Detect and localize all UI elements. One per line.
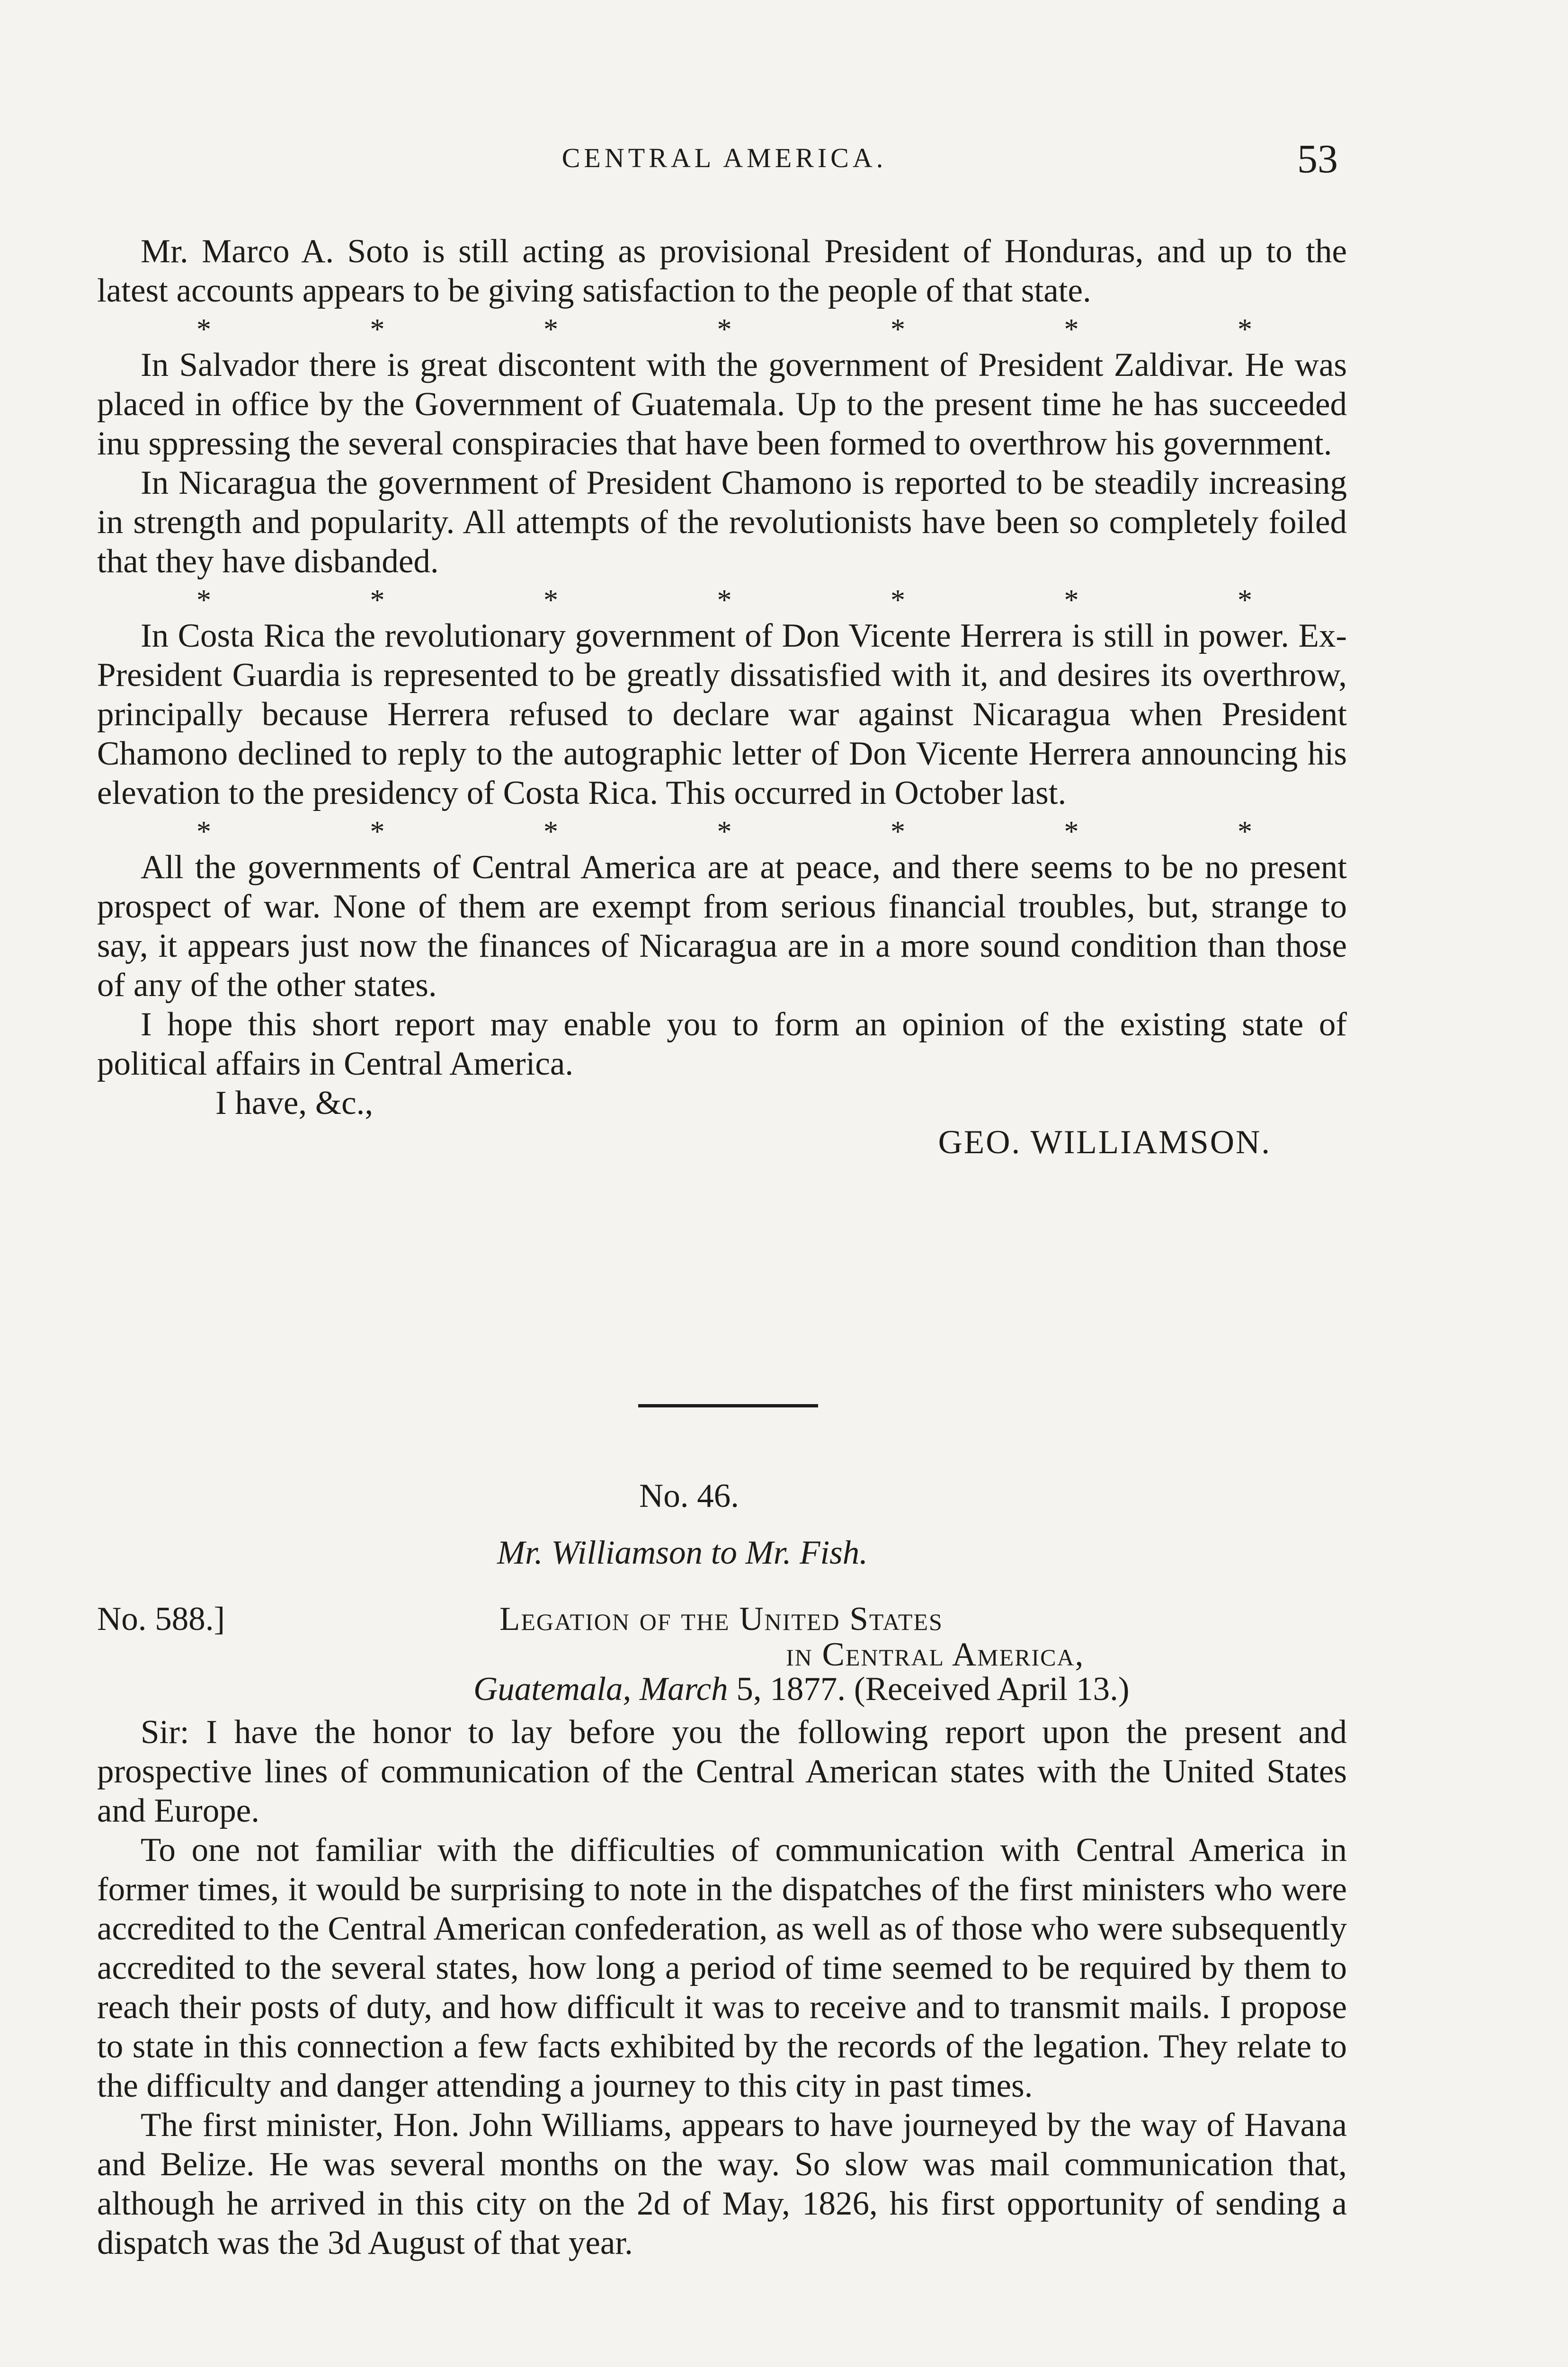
- paragraph-hope: I hope this short report may enable you to form an opinion of the existing state of political affairs in Central America.: [97, 1006, 1347, 1082]
- paragraph-nicaragua: In Nicaragua the government of President Chamono is reported to be steadily increasing in strength and popularity. All attempts of the revolutionists have been so completely foiled that they have disbanded.: [97, 464, 1347, 580]
- star: *: [196, 584, 211, 616]
- star: *: [1064, 313, 1079, 346]
- date-place: Guatemala, March: [473, 1671, 728, 1708]
- paragraph-first-minister: The first minister, Hon. John Williams, appears to have journeyed by the way of Havana and Belize. He was several months on the way. So slow was mail communication that, although he arrived in this city on the 2d of May, 1826, his first opportunity of sending a dispatch was the 3d August of that year.: [97, 2107, 1347, 2261]
- star: *: [543, 313, 558, 346]
- star: *: [891, 584, 905, 616]
- dispatch-body: [97, 1713, 1347, 2263]
- page-number: 53: [1297, 136, 1338, 181]
- dispatch-number: No. 588.]: [97, 1601, 225, 1637]
- star: *: [891, 313, 905, 346]
- paragraph-costa-rica: In Costa Rica the revolutionary government of Don Vicente Herrera is still in power. Ex-President Guardia is represented to be greatly dissatisfied with it, and desires its overthrow, principally because Herrera refused to declare war against Nicaragua when President Chamono declined to reply to the autographic letter of Don Vicente Herrera announcing his elevation to the presidency of Costa Rica. This occurred in October last.: [97, 617, 1347, 811]
- section-divider: [638, 1404, 818, 1407]
- legation-line-1: Legation of the United States: [499, 1601, 943, 1637]
- star: *: [1238, 584, 1252, 616]
- star: *: [370, 584, 385, 616]
- star: *: [1238, 313, 1252, 346]
- ellipsis-stars: [97, 581, 1347, 616]
- paragraph-difficulties: To one not familiar with the difficulties of communication with Central America in former times, it would be surprising to note in the dispatches of the first ministers who were accredited to the Central American confederation, as well as of those who were subsequently accredited to the several states, how long a period of time seemed to be required by them to reach their posts of duty, and how difficult it was to receive and to transmit mails. I propose to state in this connection a few facts exhibited by the records of the legation. They relate to the difficulty and danger attending a journey to this city in past times.: [97, 1832, 1347, 2104]
- date-day-year: 5, 1877.: [736, 1671, 846, 1708]
- star: *: [370, 816, 385, 848]
- star: *: [717, 313, 732, 346]
- star: *: [891, 816, 905, 848]
- paragraph-sir: Sir: I have the honor to lay before you the following report upon the present and prospective lines of communication of the Central American states with the United States and Europe.: [97, 1714, 1347, 1829]
- running-title: CENTRAL AMERICA.: [561, 142, 887, 173]
- star: *: [1064, 816, 1079, 848]
- paragraph-salvador: In Salvador there is great discontent with the government of President Zaldivar. He was placed in office by the Government of Guatemala. Up to the present time he has succeeded inu sppressing the several conspiracies that have been formed to overthrow his government.: [97, 347, 1347, 462]
- star: *: [1064, 584, 1079, 616]
- paragraph-peace: All the governments of Central America are at peace, and there seems to be no present prospect of war. None of them are exempt from serious financial troubles, but, strange to say, it appears just now the finances of Nicaragua are in a more sound condition than those of any of the other states.: [97, 849, 1347, 1004]
- report-body: [97, 232, 1347, 1162]
- star: *: [196, 816, 211, 848]
- document-number: No. 46.: [639, 1477, 739, 1514]
- star: *: [1238, 816, 1252, 848]
- received-date: (Received April 13.): [854, 1671, 1130, 1708]
- legation-line-2: in Central America,: [786, 1636, 1085, 1673]
- star: *: [196, 313, 211, 346]
- ellipsis-stars: [97, 311, 1347, 346]
- document-subtitle: Mr. Williamson to Mr. Fish.: [497, 1534, 868, 1571]
- star: *: [543, 584, 558, 616]
- salutation: I have, &c.,: [215, 1085, 374, 1121]
- star: *: [543, 816, 558, 848]
- signature: GEO. WILLIAMSON.: [938, 1124, 1271, 1161]
- star: *: [717, 816, 732, 848]
- ellipsis-stars: [97, 813, 1347, 848]
- paragraph-honduras: Mr. Marco A. Soto is still acting as provisional President of Honduras, and up to the latest accounts appears to be giving satisfaction to the people of that state.: [97, 233, 1347, 309]
- star: *: [370, 313, 385, 346]
- dateline: [473, 1670, 1130, 1709]
- star: *: [717, 584, 732, 616]
